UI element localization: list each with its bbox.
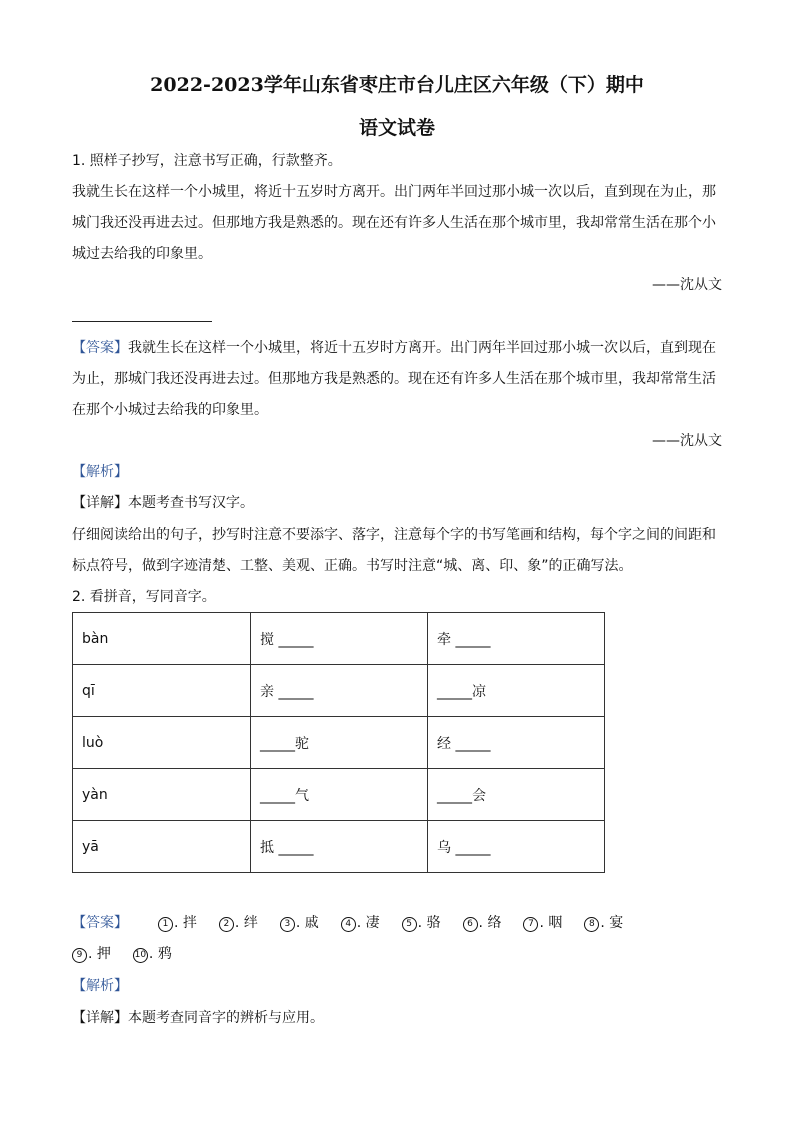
- table-row: [73, 665, 605, 717]
- q1-answer-line: 为止，那城门我还没再进去过。但那地方我是熟悉的。现在还有许多人生活在那个城市里，我却常常生活: [72, 371, 716, 387]
- q1-prompt: 1. 照样子抄写，注意书写正确，行款整齐。: [72, 153, 342, 169]
- pinyin-cell: yàn: [73, 769, 251, 821]
- q2-answer-line: [72, 913, 623, 933]
- answer-char: 鸦: [157, 946, 172, 962]
- answer-item: [402, 913, 441, 933]
- q2-answer-line: [72, 944, 172, 964]
- answer-item: [158, 913, 197, 933]
- q1-detail-text: 本题考查书写汉字。: [128, 495, 254, 511]
- pinyin-cell: yā: [73, 821, 251, 873]
- q2-prompt: 2. 看拼音，写同音字。: [72, 589, 216, 605]
- answer-char: 宴: [609, 915, 624, 931]
- q1-detail: [72, 493, 722, 513]
- q2-detail: [72, 1008, 722, 1028]
- blank-cell: _____气: [251, 769, 428, 821]
- answer-number: 4: [341, 917, 356, 932]
- answer-char: 凄: [365, 915, 380, 931]
- q1-text-line: 城过去给我的印象里。: [72, 246, 212, 262]
- answer-char: 咽: [548, 915, 563, 931]
- answer-dot: .: [148, 946, 158, 962]
- answer-dot: .: [88, 946, 97, 962]
- exam-title: 2022-2023学年山东省枣庄市台儿庄区六年级（下）期中: [150, 74, 644, 96]
- pinyin-table: [72, 612, 605, 873]
- answer-item: [133, 944, 172, 964]
- q1-author: ——沈从文: [652, 277, 722, 293]
- answer-char: 绊: [243, 915, 258, 931]
- table-row: [73, 717, 605, 769]
- answer-item: [463, 913, 502, 933]
- pinyin-cell: luò: [73, 717, 251, 769]
- q1-detail-line: 标点符号，做到字迹清楚、工整、美观、正确。书写时注意“城、离、印、象”的正确写法。: [72, 558, 633, 574]
- blank-cell: _____会: [428, 769, 605, 821]
- q2-detail-text: 本题考查同音字的辨析与应用。: [128, 1010, 324, 1026]
- exam-subtitle: 语文试卷: [358, 117, 435, 139]
- answer-number: 5: [402, 917, 417, 932]
- answer-item: [219, 913, 258, 933]
- q1-answer-line: [72, 338, 722, 358]
- answer-char: 戚: [304, 915, 319, 931]
- answer-number: 8: [584, 917, 599, 932]
- answer-char: 骆: [426, 915, 441, 931]
- answer-item: [523, 913, 562, 933]
- blank-cell: 牵 _____: [428, 613, 605, 665]
- detail-tag: 【详解】: [72, 1010, 128, 1026]
- answer-number: 9: [72, 948, 87, 963]
- answer-number: 10: [133, 948, 148, 963]
- answer-tag: 【答案】: [72, 915, 128, 931]
- answer-dot: .: [417, 915, 427, 931]
- detail-tag: 【详解】: [72, 495, 128, 511]
- answer-line-divider: [72, 321, 212, 322]
- pinyin-cell: bàn: [73, 613, 251, 665]
- q1-text-line: 城门我还没再进去过。但那地方我是熟悉的。现在还有许多人生活在那个城市里，我却常常生活在那个小: [72, 215, 716, 231]
- answer-dot: .: [600, 915, 610, 931]
- analysis-tag: 【解析】: [72, 464, 128, 480]
- blank-cell: 搅 _____: [251, 613, 428, 665]
- answer-number: 2: [219, 917, 234, 932]
- q2-answers-second: [72, 946, 172, 962]
- answer-dot: .: [356, 915, 366, 931]
- analysis-tag: 【解析】: [72, 978, 128, 994]
- answer-char: 拌: [182, 915, 197, 931]
- answer-dot: .: [295, 915, 305, 931]
- blank-cell: 亲 _____: [251, 665, 428, 717]
- q2-answers-first: [158, 915, 623, 931]
- q1-answer-line: 在那个小城过去给我的印象里。: [72, 402, 268, 418]
- table-row: [73, 821, 605, 873]
- blank-cell: 乌 _____: [428, 821, 605, 873]
- q1-answer-author: ——沈从文: [652, 433, 722, 449]
- pinyin-cell: qī: [73, 665, 251, 717]
- blank-cell: 抵 _____: [251, 821, 428, 873]
- answer-dot: .: [539, 915, 549, 931]
- answer-tag: 【答案】: [72, 340, 128, 356]
- answer-item: [72, 944, 111, 964]
- answer-dot: .: [478, 915, 488, 931]
- q1-answer-text: 我就生长在这样一个小城里，将近十五岁时方离开。出门两年半回过那小城一次以后，直到现在: [128, 340, 716, 356]
- table-row: [73, 769, 605, 821]
- answer-char: 押: [96, 946, 111, 962]
- answer-number: 3: [280, 917, 295, 932]
- answer-dot: .: [174, 915, 183, 931]
- answer-item: [584, 913, 623, 933]
- answer-number: 6: [463, 917, 478, 932]
- q1-detail-line: 仔细阅读给出的句子，抄写时注意不要添字、落字，注意每个字的书写笔画和结构，每个字之间的间距和: [72, 527, 716, 543]
- answer-char: 络: [487, 915, 502, 931]
- blank-cell: 经 _____: [428, 717, 605, 769]
- table-row: [73, 613, 605, 665]
- answer-number: 1: [158, 917, 173, 932]
- answer-item: [280, 913, 319, 933]
- answer-dot: .: [234, 915, 244, 931]
- answer-item: [341, 913, 380, 933]
- blank-cell: _____驼: [251, 717, 428, 769]
- q1-text-line: 我就生长在这样一个小城里，将近十五岁时方离开。出门两年半回过那小城一次以后，直到现在为止，那: [72, 184, 716, 200]
- blank-cell: _____凉: [428, 665, 605, 717]
- answer-number: 7: [523, 917, 538, 932]
